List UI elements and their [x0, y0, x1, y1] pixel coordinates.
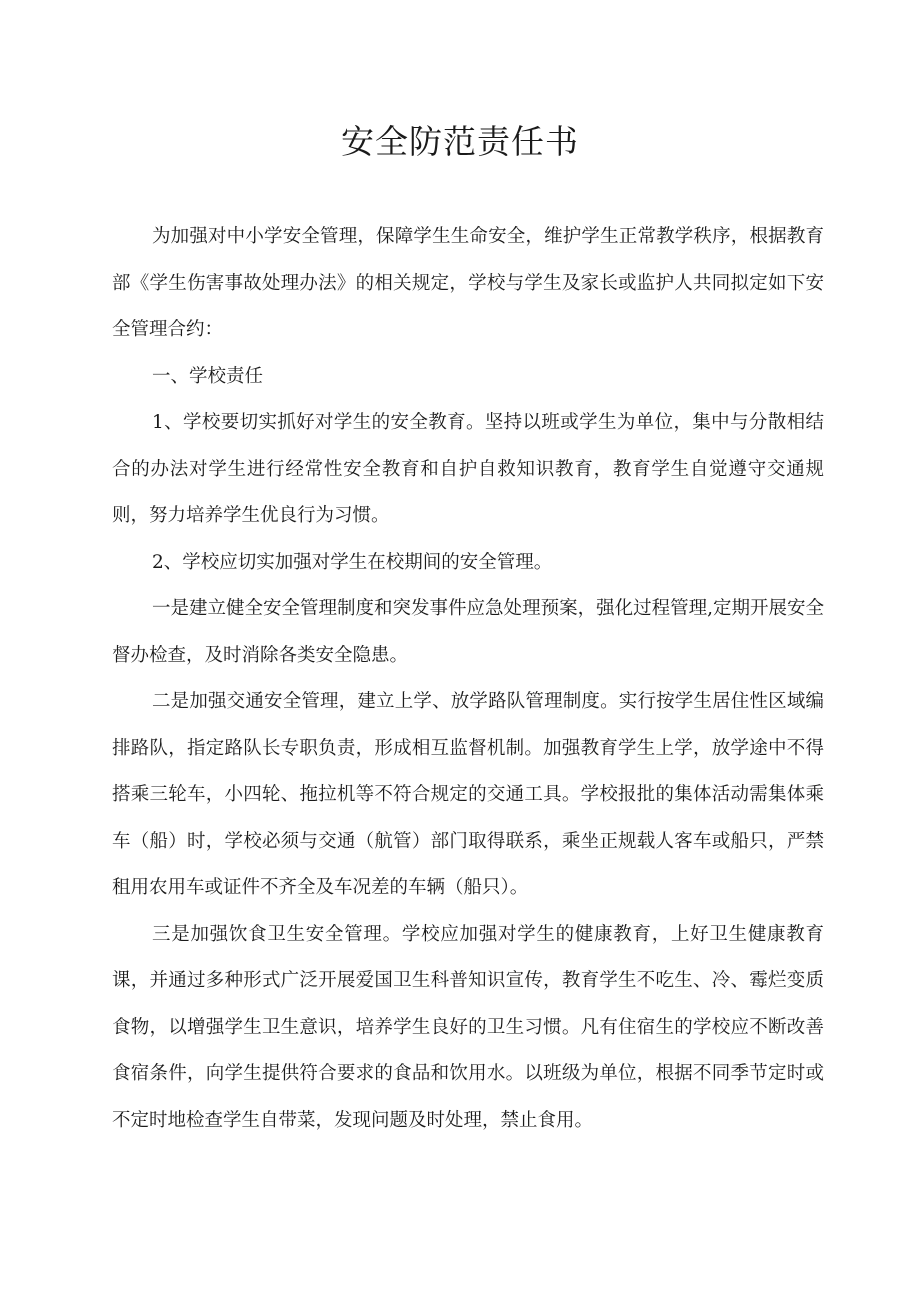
clause-1-paragraph: 1、学校要切实抓好对学生的安全教育。坚持以班或学生为单位，集中与分散相结合的办法对学生进行经常性安全教育和自护自救知识教育，教育学生自觉遵守交通规则，努力培养学生优良行为习惯。 — [112, 412, 824, 526]
item-two-paragraph: 二是加强交通安全管理，建立上学、放学路队管理制度。实行按学生居住性区域编排路队，指定路队长专职负责，形成相互监督机制。加强教育学生上学，放学途中不得搭乘三轮车，小四轮、拖拉机等不符合规定的交通工具。学校报批的集体活动需集体乘车（船）时，学校必须与交通（航管）部门取得联系，乘坐正规载人客车或船只，严禁租用农用车或证件不齐全及车况差的车辆（船只）。 — [112, 691, 824, 898]
intro-paragraph: 为加强对中小学安全管理，保障学生生命安全，维护学生正常教学秩序，根据教育部《学生伤害事故处理办法》的相关规定，学校与学生及家长或监护人共同拟定如下安全管理合约： — [112, 226, 824, 340]
document-body — [112, 214, 824, 1144]
document-title: 安全防范责任书 — [341, 122, 579, 161]
item-three-paragraph: 三是加强饮食卫生安全管理。学校应加强对学生的健康教育，上好卫生健康教育课，并通过多种形式广泛开展爱国卫生科普知识宣传，教育学生不吃生、冷、霉烂变质食物，以增强学生卫生意识，培养学生良好的卫生习惯。凡有住宿生的学校应不断改善食宿条件，向学生提供符合要求的食品和饮用水。以班级为单位，根据不同季节定时或不定时地检查学生自带菜，发现问题及时处理，禁止食用。 — [112, 923, 824, 1131]
clause-2-paragraph: 2、学校应切实加强对学生在校期间的安全管理。 — [152, 551, 553, 573]
item-one-paragraph: 一是建立健全安全管理制度和突发事件应急处理预案，强化过程管理,定期开展安全督办检查，及时消除各类安全隐患。 — [112, 598, 824, 666]
section-heading-school-responsibility: 一、学校责任 — [152, 365, 264, 387]
